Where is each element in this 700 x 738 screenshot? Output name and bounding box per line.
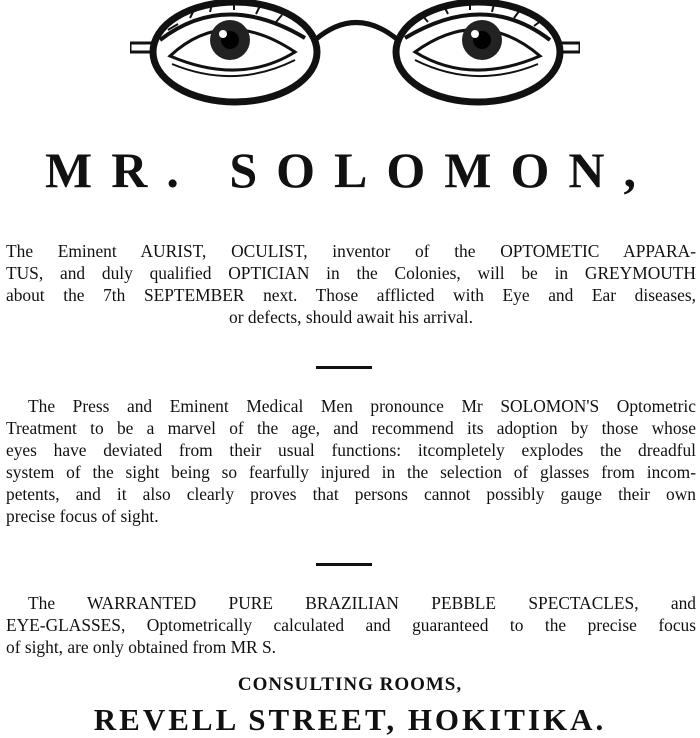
press-line: petents, and it also clearly proves that persons cannot possibly gauge their own bbox=[6, 484, 696, 504]
press-line: eyes have deviated from their usual functions: itcompletely explodes the dreadful bbox=[6, 440, 696, 460]
intro-paragraph bbox=[6, 240, 696, 328]
intro-line: The Eminent AURIST, OCULIST, inventor of the OPTOMETIC APPARA- bbox=[6, 241, 696, 261]
spectacles-line: of sight, are only obtained from MR S. bbox=[6, 637, 277, 657]
address-line: REVELL STREET, HOKITIKA. bbox=[93, 702, 607, 737]
spectacles-with-eyes-icon bbox=[130, 0, 580, 112]
press-line: precise focus of sight. bbox=[6, 506, 159, 526]
press-line: Treatment to be a marvel of the age, and recommend its adoption by those whose bbox=[6, 418, 696, 438]
spectacles-line: The WARRANTED PURE BRAZILIAN PEBBLE SPECTACLES, and bbox=[28, 593, 696, 613]
press-line: The Press and Eminent Medical Men pronounce Mr SOLOMON'S Optometric bbox=[28, 396, 696, 416]
intro-line: about the 7th SEPTEMBER next. Those afflicted with Eye and Ear diseases, bbox=[6, 285, 696, 305]
press-line: system of the sight being so fearfully injured in the selection of glasses from incom- bbox=[6, 462, 696, 482]
spectacles-paragraph bbox=[6, 592, 696, 658]
consulting-rooms-heading: CONSULTING ROOMS, bbox=[237, 674, 463, 695]
divider-rule bbox=[316, 366, 372, 369]
divider-rule bbox=[316, 563, 372, 566]
press-paragraph bbox=[6, 395, 696, 527]
spectacles-line: EYE-GLASSES, Optometrically calculated and guaranteed to the precise focus bbox=[6, 615, 696, 635]
intro-line: TUS, and duly qualified OPTICIAN in the Colonies, will be in GREYMOUTH bbox=[6, 263, 696, 283]
advert-title: MR. SOLOMON, bbox=[45, 142, 655, 198]
intro-line: or defects, should await his arrival. bbox=[229, 307, 473, 327]
